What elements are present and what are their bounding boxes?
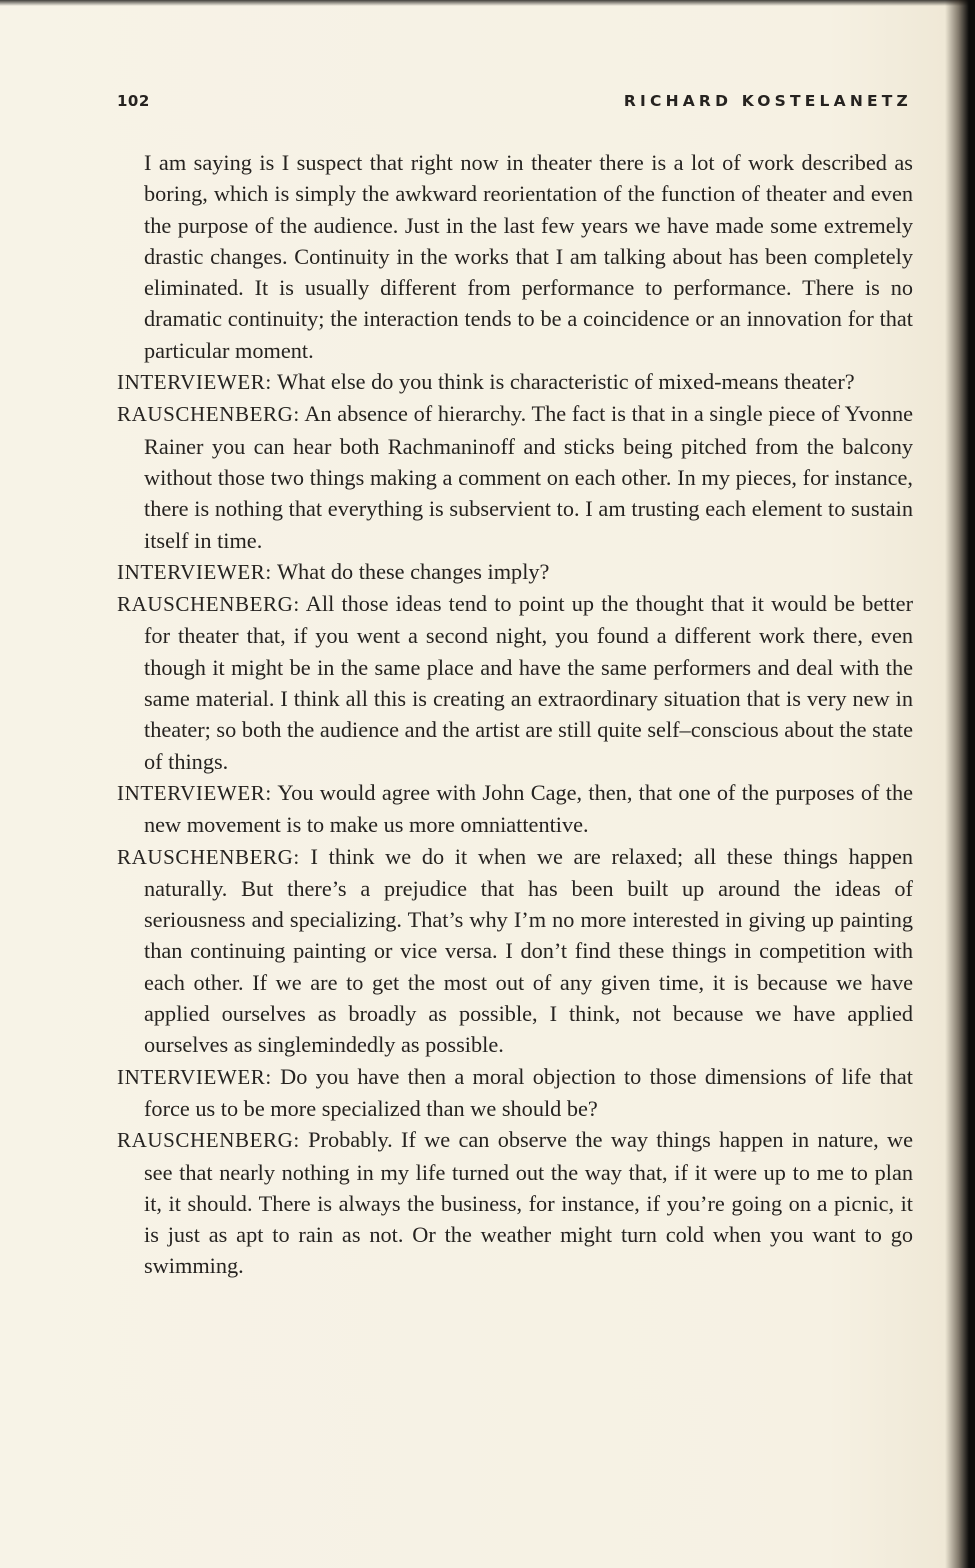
page-header [117,92,912,116]
dialogue-paragraph [117,841,913,1061]
paragraph-text: An absence of hierarchy. The fact is that in a single piece of Yvonne Rainer you can hear both Rachmaninoff and sticks being pitched from the balcony without those two things making a comment on each other. In my pieces, for instance, there is nothing that everything is subservient to. I am trusting each element to sustain itself in time. [144,401,913,553]
speaker-label: RAUSCHENBERG: [117,1128,300,1153]
speaker-label: INTERVIEWER: [117,1064,272,1089]
speaker-label: INTERVIEWER: [117,559,272,584]
paragraph-text: You would agree with John Cage, then, that one of the purposes of the new movement is to make us more omniattentive. [144,779,914,838]
paragraph-text: What else do you think is characteristic of mixed-means theater? [277,369,855,395]
paragraph-text: I think we do it when we are relaxed; all these things happen naturally. But there’s a prejudice that has been built up around the ideas of seriousness and specializing. That’s why I’m no more interested in giving up painting than continuing painting or vice versa. I don’t find these things in competition with each other. If we are to get the most out of any given time, it is because we have applied ourselves as broadly as possible, I think, not because we have applied ourselves as singlemindedly as possible. [144,843,913,1058]
dialogue-paragraph [117,1124,913,1281]
dialogue-paragraph [117,1061,913,1125]
body-text [117,147,913,1282]
paragraph-text: All those ideas tend to point up the thought that it would be better for theater that, if you went a second night, you found a different work there, even though it might be in the same place and have the same performers and deal with the same material. I think all this is creating an extraordinary situation that is very new in theater; so both the audience and the artist are still quite self–conscious about the state of things. [144,591,914,774]
dialogue-paragraph [117,398,913,555]
running-head: RICHARD KOSTELANETZ [623,92,912,110]
paragraph-text: I am saying is I suspect that right now in theater there is a lot of work described as boring, which is simply the awkward reorientation of the function of theater and even the purpose of the audience. Just in the last few years we have made some extremely drastic changes. Continuity in the works that I am talking about has been completely eliminated. It is usually different from performance to performance. There is no dramatic continuity; the interaction tends to be a coincidence or an innovation for that particular moment. [144,150,913,363]
dialogue-paragraph [117,556,913,588]
speaker-label: INTERVIEWER: [117,780,272,805]
paragraph-text: Do you have then a moral objection to those dimensions of life that force us to be more specialized than we should be? [144,1063,913,1121]
paragraph-continued [117,147,913,366]
page-gutter-shadow [945,0,975,1568]
dialogue-paragraph [117,588,913,777]
speaker-label: RAUSCHENBERG: [117,844,300,869]
speaker-label: INTERVIEWER: [117,370,272,395]
speaker-label: RAUSCHENBERG: [117,592,300,617]
page-top-shadow [0,0,975,6]
speaker-label: RAUSCHENBERG: [117,402,300,427]
page-number: 102 [117,92,150,110]
paragraph-text: What do these changes imply? [277,558,550,584]
paragraph-text: Probably. If we can observe the way things happen in nature, we see that nearly nothing in my life turned out the way that, if it were up to me to plan it, it should. There is always the business, for instance, if you’re going on a picnic, it is just as apt to rain as not. Or the weather might turn cold when you want to go swimming. [144,1127,913,1279]
dialogue-paragraph [117,777,913,841]
dialogue-paragraph [117,366,913,398]
